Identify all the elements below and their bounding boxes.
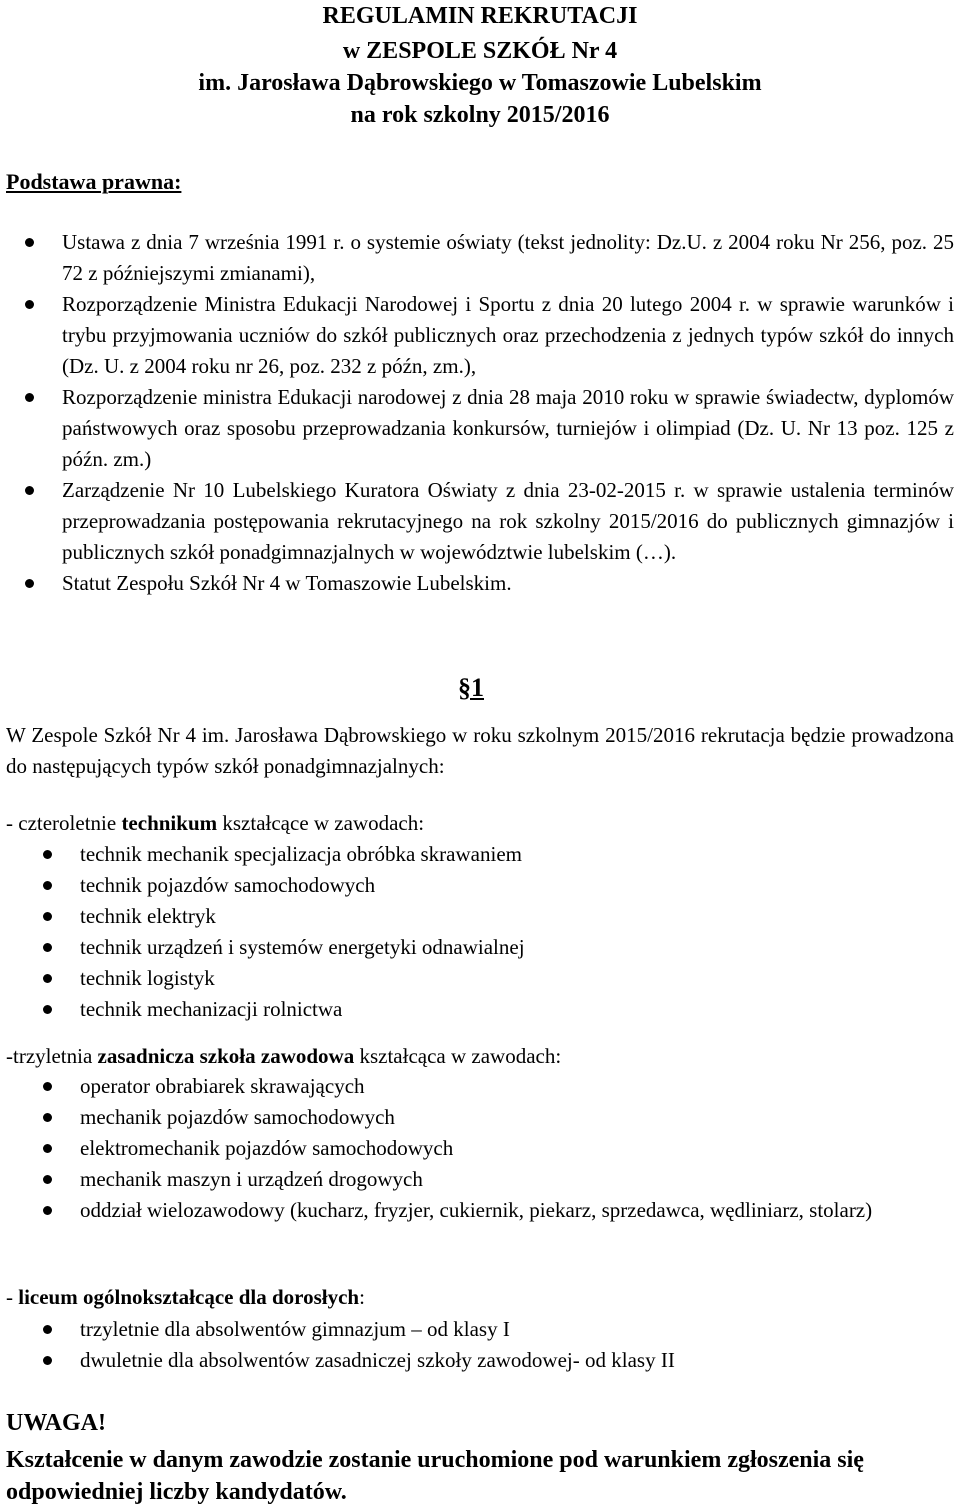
zawodowa-list — [80, 1071, 960, 1226]
technikum-suffix: kształcące w zawodach: — [217, 811, 425, 835]
document-title-line-2: w ZESPOLE SZKÓŁ Nr 4 — [342, 38, 618, 64]
document-title-line-4: na rok szkolny 2015/2016 — [350, 102, 610, 128]
liceum-heading — [6, 1282, 365, 1313]
liceum-list — [80, 1314, 950, 1376]
list-item: elektromechanik pojazdów samochodowych — [80, 1133, 960, 1164]
list-item: technik mechanizacji rolnictwa — [80, 994, 950, 1025]
list-item: mechanik pojazdów samochodowych — [80, 1102, 960, 1133]
technikum-heading — [6, 808, 424, 839]
liceum-suffix: : — [359, 1285, 365, 1309]
list-item: Zarządzenie Nr 10 Lubelskiego Kuratora Oświaty z dnia 23-02-2015 r. w sprawie ustalenia terminów przeprowadzania postępowania rekrutacyjnego na rok szkolny 2015/2016 do publicznych gimnazjów i publicznych szkół ponadgimnazjalnych w województwie lubelskim (…). — [62, 475, 954, 568]
zawodowa-label: zasadnicza szkoła zawodowa — [97, 1044, 355, 1068]
list-item: Rozporządzenie ministra Edukacji narodowej z dnia 28 maja 2010 roku w sprawie świadectw, dyplomów państwowych oraz sposobu przeprowadzania konkursów, turniejów i olimpiad (Dz. U. Nr 13 poz. 125 z późn. zm.) — [62, 382, 954, 475]
zawodowa-suffix: kształcąca w zawodach: — [354, 1044, 562, 1068]
list-item: mechanik maszyn i urządzeń drogowych — [80, 1164, 960, 1195]
list-item: technik pojazdów samochodowych — [80, 870, 950, 901]
document-title-line-3: im. Jarosława Dąbrowskiego w Tomaszowie Lubelskim — [198, 70, 762, 96]
notice-heading: UWAGA! — [6, 1410, 106, 1436]
list-item: oddział wielozawodowy (kucharz, fryzjer, cukiernik, piekarz, sprzedawca, wędliniarz, stolarz) — [80, 1195, 960, 1226]
liceum-prefix: - — [6, 1285, 19, 1309]
notice-text: Kształcenie w danym zawodzie zostanie uruchomione pod warunkiem zgłoszenia się odpowiedniej liczby kandydatów. — [6, 1447, 864, 1505]
section-intro: W Zespole Szkół Nr 4 im. Jarosława Dąbrowskiego w roku szkolnym 2015/2016 rekrutacja będzie prowadzona do następujących typów szkół ponadgimnazjalnych: — [6, 723, 954, 778]
section-mark: §1 — [458, 673, 484, 702]
list-item: dwuletnie dla absolwentów zasadniczej szkoły zawodowej- od klasy II — [80, 1345, 950, 1376]
list-item: technik logistyk — [80, 963, 950, 994]
document-title-line-1: REGULAMIN REKRUTACJI — [322, 3, 638, 29]
liceum-label: liceum ogólnokształcące dla dorosłych — [18, 1285, 360, 1309]
list-item: operator obrabiarek skrawających — [80, 1071, 960, 1102]
list-item: technik elektryk — [80, 901, 950, 932]
technikum-prefix: - czteroletnie — [6, 811, 122, 835]
legal-basis-list — [62, 227, 954, 599]
list-item: trzyletnie dla absolwentów gimnazjum – od klasy I — [80, 1314, 950, 1345]
list-item: Rozporządzenie Ministra Edukacji Narodowej i Sportu z dnia 20 lutego 2004 r. w sprawie warunków i trybu przyjmowania uczniów do szkół publicznych oraz przechodzenia z jednych typów szkół do innych (Dz. U. z 2004 roku nr 26, poz. 232 z późn, zm.), — [62, 289, 954, 382]
list-item: technik urządzeń i systemów energetyki odnawialnej — [80, 932, 950, 963]
technikum-list — [80, 839, 950, 1025]
technikum-label: technikum — [121, 811, 218, 835]
list-item: Ustawa z dnia 7 września 1991 r. o systemie oświaty (tekst jednolity: Dz.U. z 2004 roku Nr 256, poz. 25 72 z późniejszymi zmianami), — [62, 227, 954, 289]
zawodowa-prefix: -trzyletnia — [6, 1044, 98, 1068]
zawodowa-heading — [6, 1041, 561, 1072]
list-item: Statut Zespołu Szkół Nr 4 w Tomaszowie Lubelskim. — [62, 568, 954, 599]
list-item: technik mechanik specjalizacja obróbka skrawaniem — [80, 839, 950, 870]
legal-basis-heading: Podstawa prawna: — [6, 169, 182, 194]
